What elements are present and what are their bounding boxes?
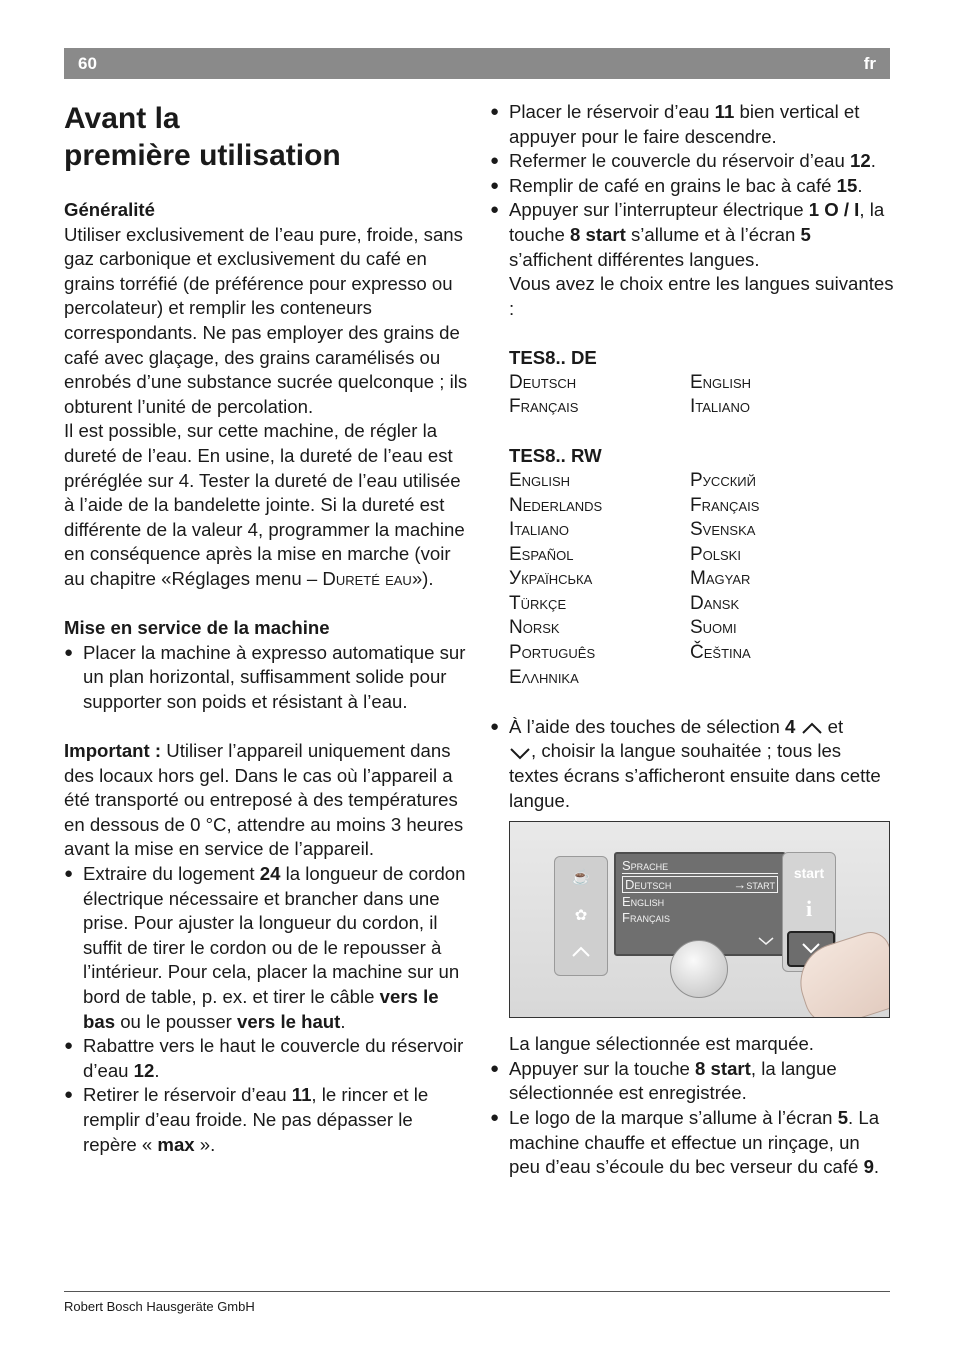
language-name: Türkçe xyxy=(509,592,567,614)
aroma-icon: ✿ xyxy=(574,907,588,925)
generalite-paragraph-2: Il est possible, sur cette machine, de régler la dureté de l’eau. En usine, la dureté de l’eau est préréglée sur 4. Tester la dureté de l’eau utilisée à l’aide de la bandelette jointe. Si la dureté est différente de la valeur 4, programmer la machine en conséquence après la mise en marche (voir au chapitre «Réglages menu – Dureté eau»). xyxy=(64,420,465,589)
list-item: ● Appuyer sur l’interrupteur électrique 1 O / I, la touche 8 start s’allume et à l’écran 5 s’affichent différentes langues. Vous avez le choix entre les langues suivantes : xyxy=(490,198,895,321)
language-name: Polski xyxy=(690,543,741,565)
generalite-heading: Généralité xyxy=(64,199,155,220)
language-name: English xyxy=(509,469,571,491)
title-line-2: première utilisation xyxy=(64,139,341,172)
screen-item: Français xyxy=(622,910,670,926)
important-note: Important : Utiliser l’appareil uniquement dans des locaux hors gel. Dans le cas où l’appareil a été transporté ou entreposé à des températures en dessous de 0 °C, attendre au moins 3 heures avant la mise en service de l’appareil. xyxy=(64,740,464,860)
language-code: fr xyxy=(863,54,876,73)
list-item: ● Appuyer sur la touche 8 start, la langue sélectionnée est enregistrée. xyxy=(490,1057,895,1106)
right-column xyxy=(490,100,895,1180)
chevron-down-icon xyxy=(509,746,531,760)
language-name: Svenska xyxy=(690,519,756,541)
screen-selected-item: Deutsch →start xyxy=(622,876,778,893)
control-panel-illustration xyxy=(509,821,890,1018)
language-name: Magyar xyxy=(690,568,751,590)
screen-title: Sprache xyxy=(622,858,669,874)
list-item: ● Rabattre vers le haut le couvercle du réservoir d’eau 12. xyxy=(64,1034,469,1083)
info-key: i xyxy=(805,896,813,922)
list-item: ● Remplir de café en grains le bac à café 15. xyxy=(490,174,895,199)
coffee-cups-icon: ☕ xyxy=(571,869,591,887)
list-item: ● Refermer le couvercle du réservoir d’eau 12. xyxy=(490,149,895,174)
language-name: Italiano xyxy=(690,396,750,418)
chevron-up-icon xyxy=(801,721,823,735)
setup-list-1 xyxy=(64,641,469,715)
footer-divider xyxy=(64,1291,890,1292)
screen-item: English xyxy=(622,894,665,910)
mise-en-service-heading: Mise en service de la machine xyxy=(64,617,330,639)
rotary-knob xyxy=(670,940,728,998)
list-item: ● Retirer le réservoir d’eau 11, le rincer et le remplir d’eau froide. Ne pas dépasser le repère « max ». xyxy=(64,1083,469,1157)
de-language-grid xyxy=(490,371,895,420)
language-name: Português xyxy=(509,642,596,664)
list-item: ● Placer le réservoir d’eau 11 bien vertical et appuyer pour le faire descendre. xyxy=(490,100,895,149)
chevron-up-icon xyxy=(563,939,599,969)
page-header xyxy=(64,48,890,79)
de-model-heading: TES8.. DE xyxy=(509,346,597,368)
language-name: Suomi xyxy=(690,617,737,639)
list-item: ● Le logo de la marque s’allume à l’écran 5. La machine chauffe et effectue un rinçage, un peu d’eau s’écoule du bec verseur du café 9. xyxy=(490,1106,895,1180)
setup-list-4 xyxy=(490,715,895,813)
setup-list-2 xyxy=(64,862,469,1157)
chevron-down-icon xyxy=(758,936,774,946)
footer-company: Robert Bosch Hausgeräte GmbH xyxy=(64,1299,255,1314)
language-name: Čeština xyxy=(690,642,751,664)
start-key: start xyxy=(793,865,825,882)
list-item: ● Extraire du logement 24 la longueur de cordon électrique nécessaire et brancher dans une prise. Pour ajuster la longueur du cordon, il suffit de tirer le cordon ou de le repousser à l’intérieur. Pour cela, placer la machine sur un bord de table, p. ex. et tirer le câble vers le bas ou le pousser vers le haut. xyxy=(64,862,469,1034)
language-name: Deutsch xyxy=(509,371,577,393)
language-name: Norsk xyxy=(509,617,560,639)
left-key-panel xyxy=(554,856,608,976)
left-column xyxy=(64,100,469,1157)
list-item: ● Placer la machine à expresso automatique sur un plan horizontal, suffisamment solide pour supporter son poids et résistant à l’eau. xyxy=(64,641,469,715)
language-name: Русский xyxy=(690,469,756,491)
language-name: Nederlands xyxy=(509,494,603,516)
page-title xyxy=(64,100,469,174)
page-number: 60 xyxy=(78,54,97,73)
rw-model-heading: TES8.. RW xyxy=(509,445,602,467)
language-name: Dansk xyxy=(690,592,740,614)
generalite-paragraph-1: Utiliser exclusivement de l’eau pure, froide, sans gaz carbonique et exclusivement du café en grains torréfié (de préférence pour expresso ou percolateur) et remplir les conteneurs correspondants. Ne pas employer des grains de café avec glaçage, des grains caramélisés ou enrobés d’une substance sucrée quelconque ; ils obturent l’unité de percolation. xyxy=(64,223,468,417)
language-name: Español xyxy=(509,543,574,565)
language-name: Français xyxy=(690,494,760,516)
setup-list-5 xyxy=(490,1057,895,1180)
language-name: Italiano xyxy=(509,519,569,541)
language-name: Українська xyxy=(509,568,593,590)
rw-language-grid xyxy=(490,469,895,690)
language-name: English xyxy=(690,371,752,393)
title-line-1: Avant la xyxy=(64,102,180,135)
language-name: Français xyxy=(509,396,579,418)
list-item: ● À l’aide des touches de sélection 4 et , choisir la langue souhaitée ; tous les textes écrans s’afficheront ensuite dans cette langue. xyxy=(490,715,895,813)
setup-list-3 xyxy=(490,100,895,321)
language-name: Ελληνικα xyxy=(509,666,579,688)
selection-note: La langue sélectionnée est marquée. xyxy=(509,1033,814,1055)
